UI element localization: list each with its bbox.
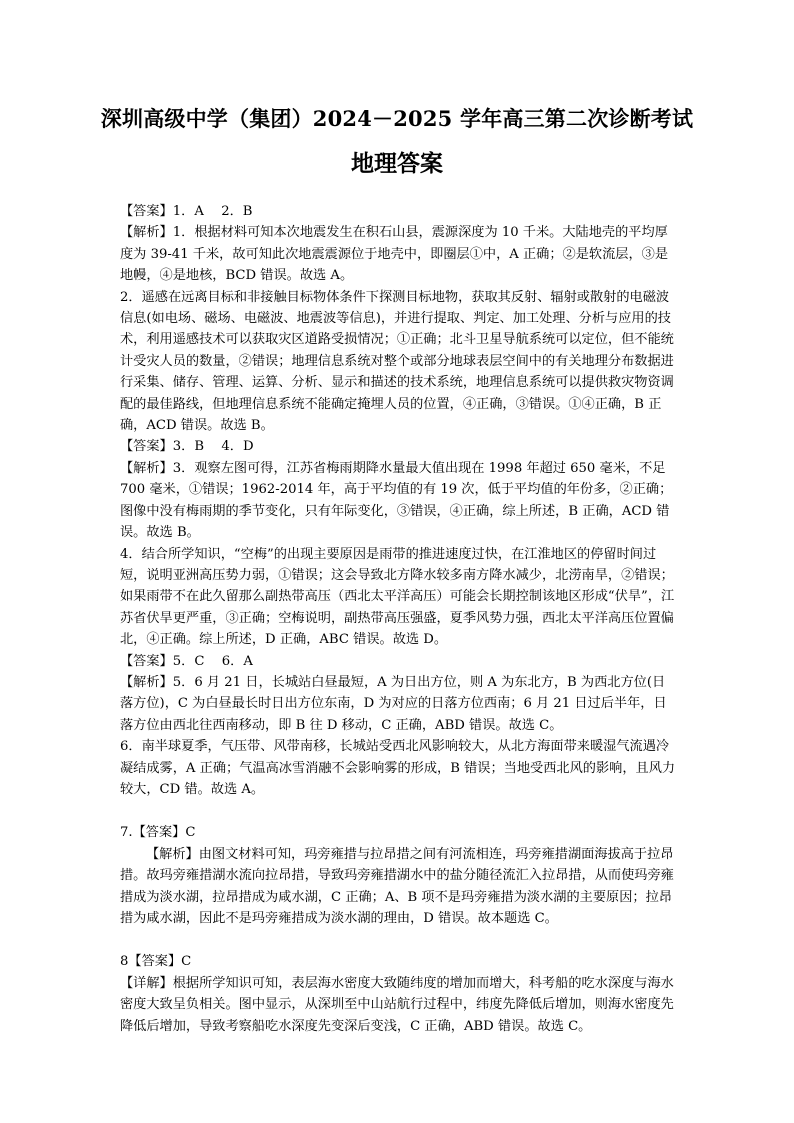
explanation-q4: 4．结合所学知识，“空梅”的出现主要原因是雨带的推进速度过快，在江淮地区的停留时间过短，说明亚洲高压势力弱，①错误；这会导致北方降水较多南方降水减少，北涝南旱，②错误；如果雨带不在此久留那么副热带高压（西北太平洋高压）可能会长期控制该地区形成“伏旱”，江苏省伏旱更严重，③正确；空梅说明，副热带高压强盛，夏季风势力强，西北太平洋高压位置偏北，④正确。综上所述，D 正确，ABC 错误。故选 D。 bbox=[120, 546, 675, 648]
answer-line-8: 8【答案】C bbox=[120, 954, 192, 970]
document-subtitle: 地理答案 bbox=[351, 150, 443, 177]
answer-line-5-6: 【答案】5．C 6．A bbox=[120, 653, 253, 669]
answer-line-3-4: 【答案】3．B 4．D bbox=[120, 439, 254, 455]
explanation-q3: 【解析】3．观察左图可得，江苏省梅雨期降水量最大值出现在 1998 年超过 650 毫米，不足 700 毫米，①错误；1962-2014 年，高于平均值的有 19 次，低于平均值的年份多，②正确；图像中没有梅雨期的季节变化，只有年际变化，③错误，④正确，综上所述，B 正确，ACD 错误。故选 B。 bbox=[120, 460, 673, 541]
explanation-q8: 【详解】根据所学知识可知，表层海水密度大致随纬度的增加而增大，科考船的吃水深度与海水密度大致呈负相关。图中显示，从深圳至中山站航行过程中，纬度先降低后增加，则海水密度先降低后增加，导致考察船吃水深度先变深后变浅，C 正确，ABD 错误。故选 C。 bbox=[120, 975, 674, 1034]
explanation-q1: 【解析】1．根据材料可知本次地震发生在积石山县，震源深度为 10 千米。大陆地壳的平均厚度为 39-41 千米，故可知此次地震震源位于地壳中，即圈层①中，A 正确；②是软流层，③是地幔，④是地核，BCD 错误。故选 A。 bbox=[120, 225, 669, 284]
document-title: 深圳高级中学（集团）2024－2025 学年高三第二次诊断考试 bbox=[100, 106, 694, 131]
explanation-q6: 6．南半球夏季，气压带、风带南移，长城站受西北风影响较大，从北方海面带来暖湿气流遇冷凝结成雾，A 正确；气温高冰雪消融不会影响雾的形成，B 错误；当地受西北风的影响，且风力较大，CD 错。故选 A。 bbox=[120, 739, 676, 797]
explanation-q7: 【解析】由图文材料可知，玛旁雍措与拉昂措之间有河流相连，玛旁雍措湖面海拔高于拉昂措。故玛旁雍措湖水流向拉昂措，导致玛旁雍措湖水中的盐分随径流汇入拉昂措，从而使玛旁雍措成为淡水湖，拉昂措成为咸水湖，C 正确；A、B 项不是玛旁雍措为淡水湖的主要原因；拉昂措为咸水湖，因此不是玛旁雍措成为淡水湖的理由，D 错误。故本题选 C。 bbox=[120, 846, 674, 926]
explanation-q2: 2．遥感在远离目标和非接触目标物体条件下探测目标地物，获取其反射、辐射或散射的电磁波信息(如电场、磁场、电磁波、地震波等信息)，并进行提取、判定、加工处理、分析与应用的技术，利用遥感技术可以获取灾区道路受损情况；①正确；北斗卫星导航系统可以定位，但不能统计受灾人员的数量，②错误；地理信息系统对整个或部分地球表层空间中的有关地理分布数据进行采集、储存、管理、运算、分析、显示和描述的技术系统，地理信息系统可以提供救灾物资调配的最佳路线，但地理信息系统不能确定掩埋人员的位置，④正确，③错误。①④正确，B 正确，ACD 错误。故选 B。 bbox=[120, 289, 674, 434]
answer-line-1-2: 【答案】1．A 2．B bbox=[120, 204, 253, 219]
section-gap bbox=[120, 800, 678, 822]
explanation-q5: 【解析】5．6 月 21 日，长城站白昼最短，A 为日出方位，则 A 为东北方，B 为西北方位(日落方位)，C 为白昼最长时日出方位东南，D 为对应的日落方位西南；6 月 21 日过后半年，日落方位由西北往西南移动，即 B 往 D 移动，C 正确，ABD 错误。故选 C。 bbox=[120, 674, 667, 733]
section-gap bbox=[120, 929, 678, 951]
answer-line-7: 7.【答案】C bbox=[120, 825, 196, 841]
answer-body bbox=[120, 201, 678, 1037]
